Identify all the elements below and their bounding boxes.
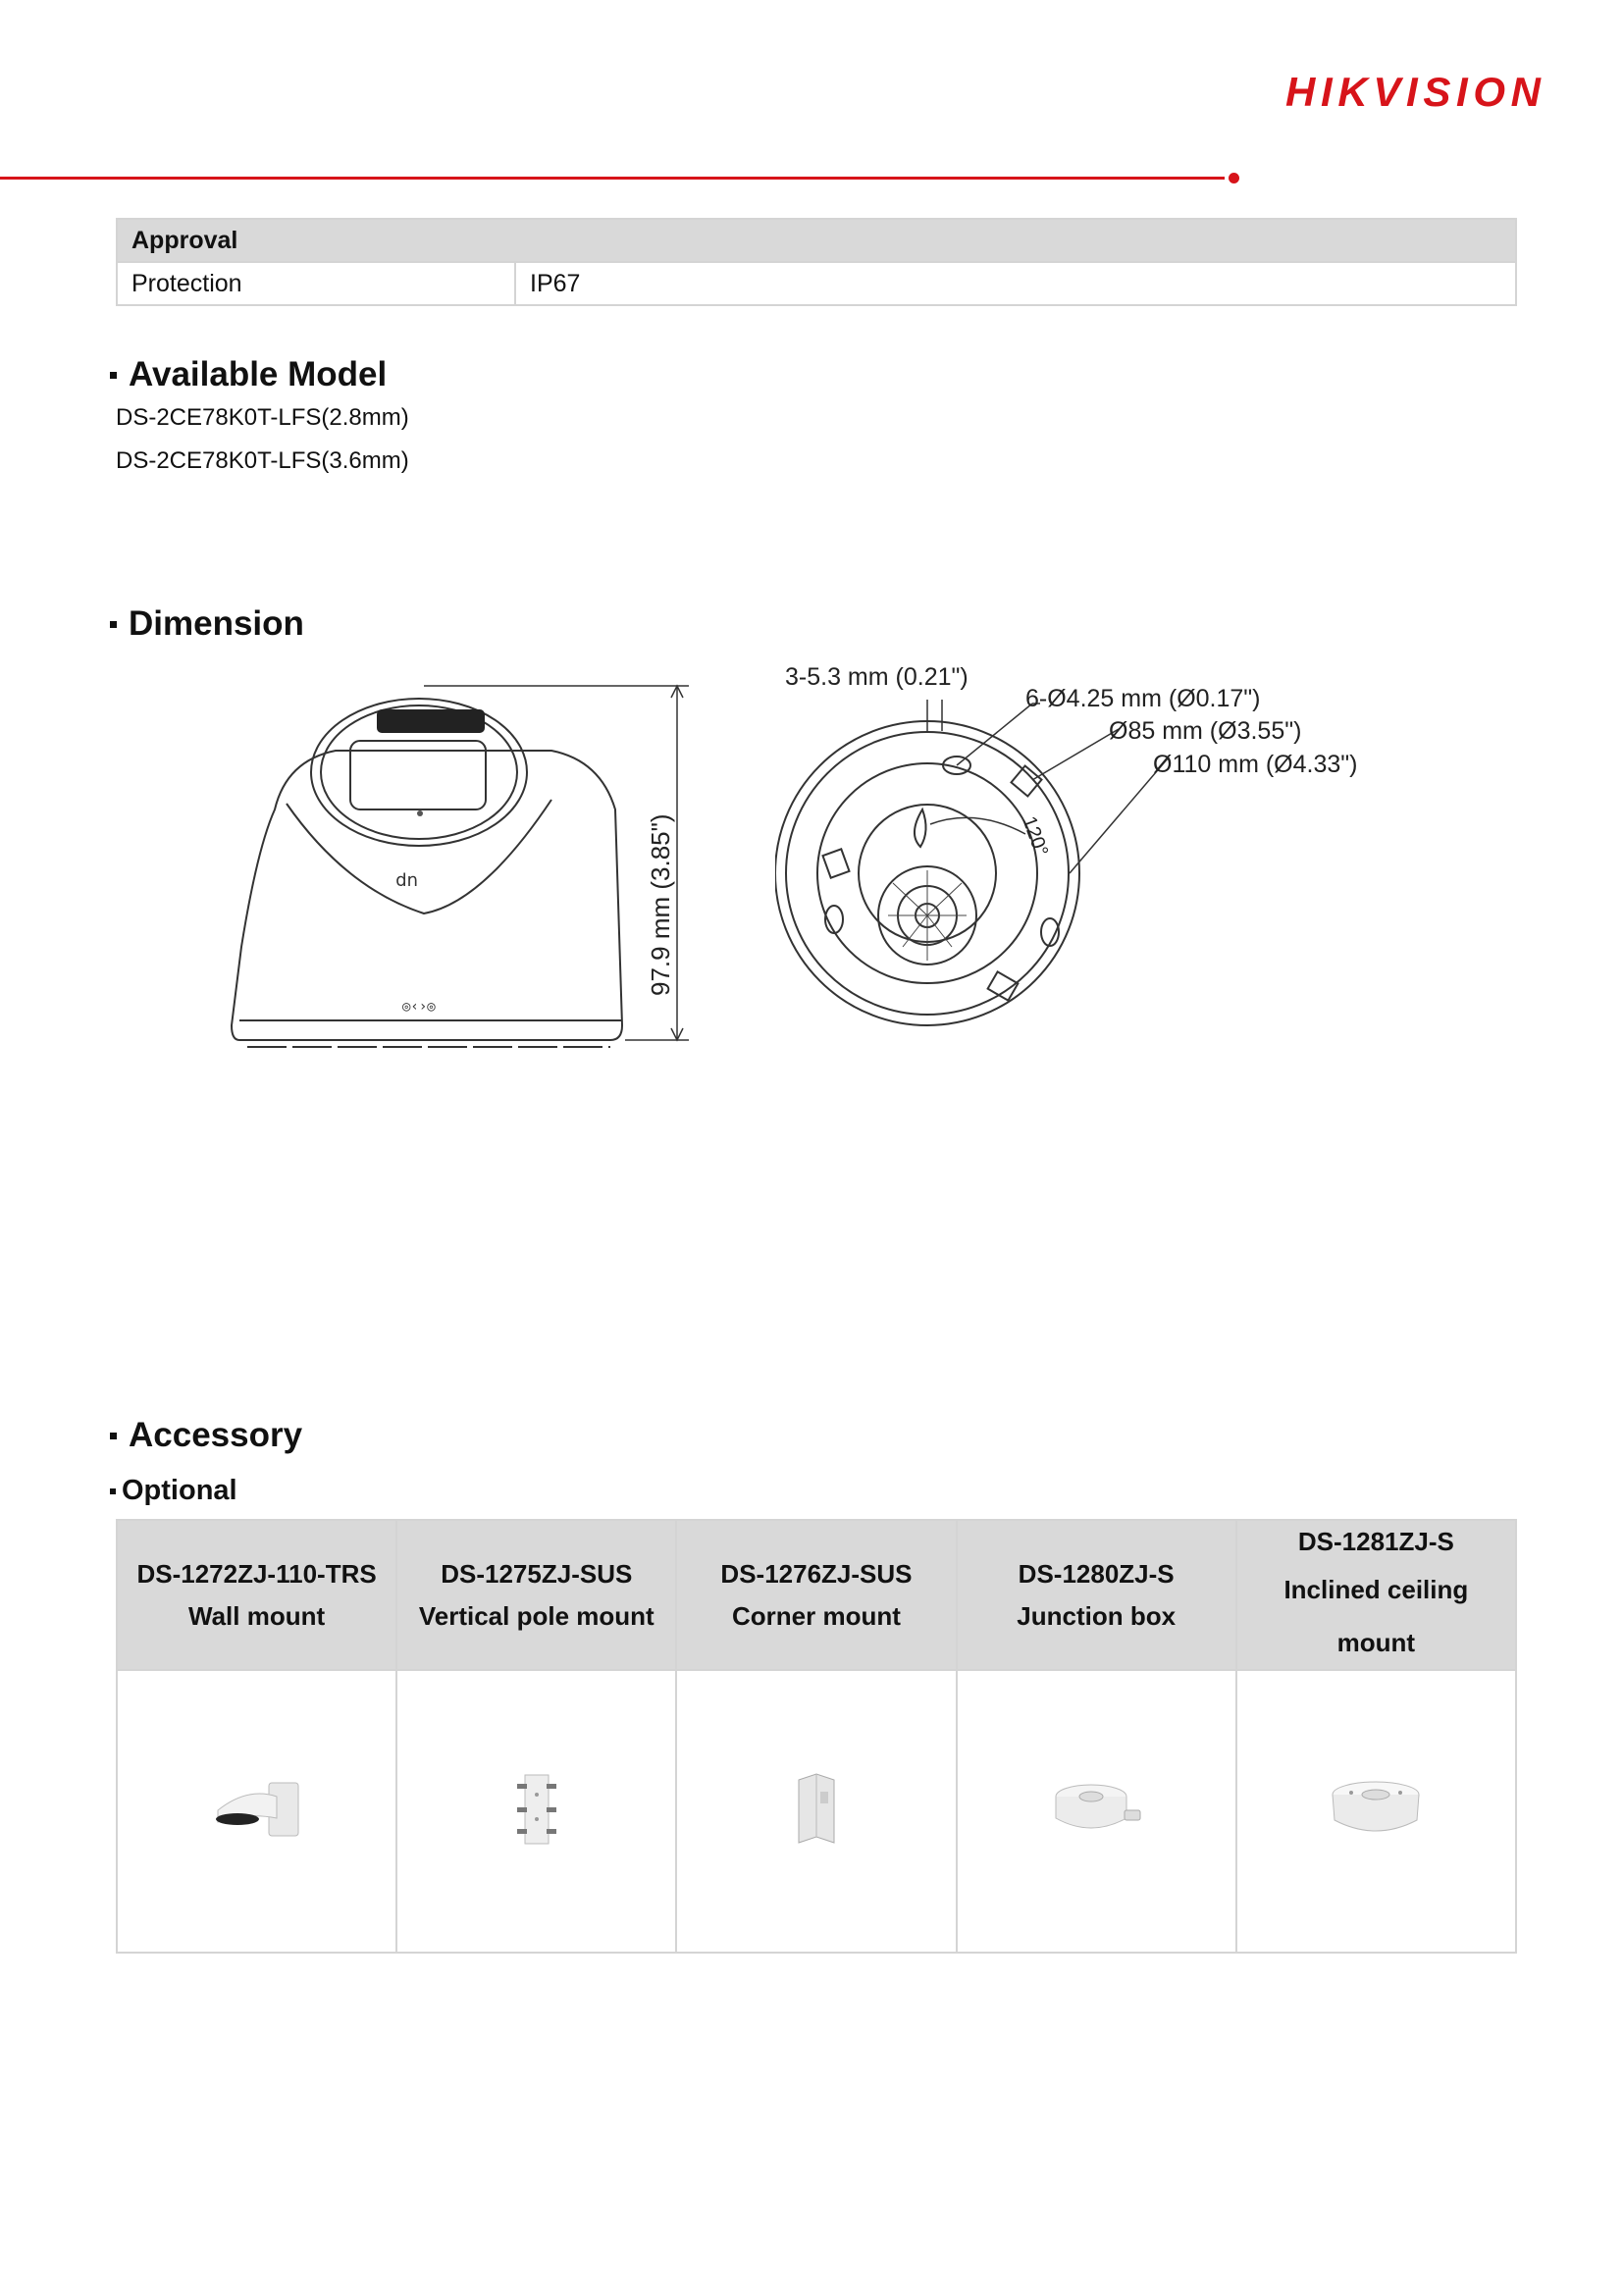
optional-subtitle bbox=[110, 1475, 237, 1507]
spec-value: IP67 bbox=[515, 262, 1516, 305]
section-title-text: Accessory bbox=[129, 1416, 303, 1454]
section-title-text: Available Model bbox=[129, 355, 388, 393]
camera-side-view-drawing bbox=[228, 682, 699, 1055]
accessory-header-cell bbox=[957, 1520, 1236, 1670]
accessory-model: DS-1272ZJ-110-TRS bbox=[136, 1558, 377, 1589]
accessory-image-cell bbox=[396, 1670, 676, 1953]
spec-label: Protection bbox=[117, 262, 515, 305]
accessory-name: Corner mount bbox=[732, 1600, 901, 1631]
approval-header: Approval bbox=[117, 219, 1516, 262]
height-label: 97.9 mm (3.85") bbox=[646, 813, 675, 996]
bullet-icon bbox=[110, 1488, 116, 1494]
accessory-header-cell bbox=[117, 1520, 396, 1670]
corner-mount-icon bbox=[787, 1770, 846, 1849]
bullet-icon bbox=[110, 372, 117, 379]
accessory-title bbox=[110, 1416, 302, 1455]
hikvision-logo bbox=[1285, 71, 1560, 114]
accessory-name: Wall mount bbox=[188, 1600, 326, 1631]
junction-box-icon bbox=[1042, 1775, 1150, 1844]
angle-label: 120° bbox=[1018, 813, 1053, 860]
accessory-model: DS-1280ZJ-S bbox=[1018, 1558, 1175, 1589]
pole-mount-icon bbox=[507, 1770, 566, 1849]
accessory-image-cell bbox=[957, 1670, 1236, 1953]
table-row bbox=[117, 262, 1516, 305]
ceiling-mount-icon bbox=[1322, 1775, 1430, 1844]
accessory-name: Inclined ceiling mount bbox=[1283, 1575, 1469, 1657]
svg-text:up: up bbox=[395, 871, 418, 892]
bullet-icon bbox=[110, 1433, 117, 1439]
accessory-image-cell bbox=[1236, 1670, 1516, 1953]
accessory-header-cell bbox=[1236, 1520, 1516, 1670]
model-item: DS-2CE78K0T-LFS(3.6mm) bbox=[116, 447, 409, 474]
svg-text:◎‹›◎: ◎‹›◎ bbox=[402, 999, 436, 1015]
approval-table bbox=[116, 218, 1517, 306]
table-row bbox=[117, 1670, 1516, 1953]
accessory-name: Vertical pole mount bbox=[418, 1600, 654, 1631]
header-dot bbox=[1229, 173, 1239, 183]
bullet-icon bbox=[110, 621, 117, 628]
d110-label: Ø110 mm (Ø4.33") bbox=[1153, 751, 1358, 778]
section-title-text: Dimension bbox=[129, 604, 304, 643]
dimension-title bbox=[110, 604, 304, 644]
header-rule bbox=[0, 177, 1225, 180]
accessory-header-cell bbox=[396, 1520, 676, 1670]
model-item: DS-2CE78K0T-LFS(2.8mm) bbox=[116, 404, 409, 431]
available-model-title bbox=[110, 355, 387, 394]
accessory-name: Junction box bbox=[1017, 1600, 1177, 1631]
accessory-model: DS-1275ZJ-SUS bbox=[441, 1558, 633, 1589]
wall-mount-icon bbox=[208, 1775, 306, 1844]
camera-bottom-view-drawing bbox=[775, 652, 1403, 1045]
accessory-image-cell bbox=[117, 1670, 396, 1953]
table-header-row bbox=[117, 1520, 1516, 1670]
svg-text:HIKVISION: HIKVISION bbox=[1285, 71, 1541, 114]
accessory-model: DS-1276ZJ-SUS bbox=[720, 1558, 913, 1589]
accessory-image-cell bbox=[676, 1670, 956, 1953]
slot-label: 3-5.3 mm (0.21") bbox=[785, 663, 969, 691]
table-header-row bbox=[117, 219, 1516, 262]
accessory-header-cell bbox=[676, 1520, 956, 1670]
accessory-table bbox=[116, 1519, 1517, 1954]
accessory-model: DS-1281ZJ-S bbox=[1297, 1527, 1454, 1556]
section-subtitle-text: Optional bbox=[122, 1475, 237, 1506]
ir-window bbox=[377, 709, 485, 733]
holes-label: 6-Ø4.25 mm (Ø0.17") bbox=[1025, 685, 1261, 712]
d85-label: Ø85 mm (Ø3.55") bbox=[1109, 717, 1302, 745]
